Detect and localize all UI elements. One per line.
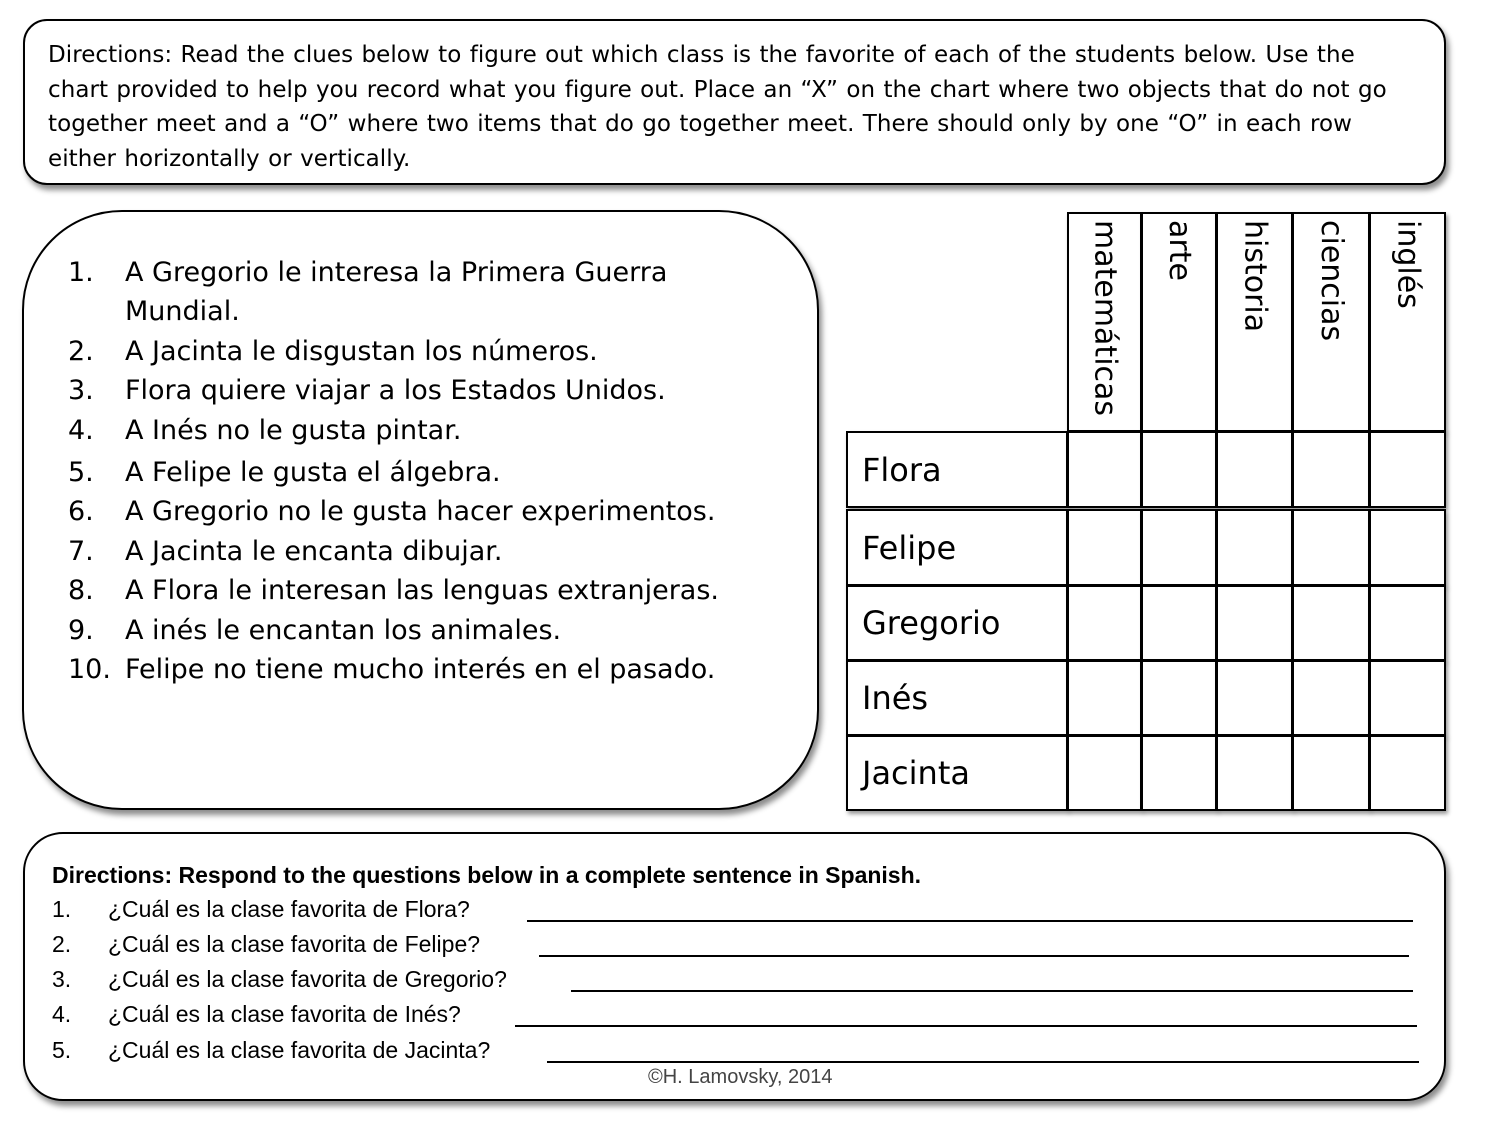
clue-text: A Gregorio no le gusta hacer experimentos. [125, 496, 716, 527]
grid-cell[interactable] [1216, 509, 1293, 586]
column-header-arte [1141, 212, 1217, 432]
grid-cell[interactable] [1141, 660, 1217, 736]
clue-text: A Jacinta le encanta dibujar. [125, 536, 503, 567]
clue-number: 5. [68, 457, 94, 488]
grid-cell[interactable] [1067, 509, 1142, 586]
grid-cell[interactable] [1067, 735, 1142, 811]
questions-box [23, 832, 1446, 1101]
row-label-gregorio [846, 585, 1068, 661]
clue-number: 3. [68, 375, 94, 406]
grid-cell[interactable] [1067, 585, 1142, 661]
row-label: Jacinta [862, 754, 970, 792]
grid-cell[interactable] [1216, 585, 1293, 661]
answer-line[interactable] [547, 1037, 1419, 1063]
clue-text: A Jacinta le disgustan los números. [125, 336, 598, 367]
row-label: Gregorio [862, 604, 1001, 642]
grid-cell[interactable] [1292, 431, 1370, 508]
grid-cell[interactable] [1292, 585, 1370, 661]
clue-text: A Gregorio le interesa la Primera Guerra [125, 257, 668, 288]
column-header-ciencias [1292, 212, 1370, 432]
clue-text: A Felipe le gusta el álgebra. [125, 457, 501, 488]
clue-number: 2. [68, 336, 94, 367]
grid-cell[interactable] [1292, 660, 1370, 736]
clues-box [22, 210, 819, 810]
question-text: ¿Cuál es la clase favorita de Flora? [108, 896, 470, 922]
column-label: matemáticas [1087, 220, 1123, 417]
column-header-ingles [1369, 212, 1446, 432]
column-label: historia [1237, 220, 1273, 333]
clue-number: 9. [68, 615, 94, 646]
grid-cell[interactable] [1141, 585, 1217, 661]
answer-line[interactable] [571, 966, 1413, 992]
row-label-ines [846, 660, 1068, 736]
directions-box [23, 19, 1446, 185]
questions-heading: Directions: Respond to the questions below in a complete sentence in Spanish. [52, 862, 922, 888]
grid-cell[interactable] [1216, 431, 1293, 508]
clue-text: A Flora le interesan las lenguas extranjeras. [125, 575, 719, 606]
question-number: 2. [52, 931, 72, 957]
grid-cell[interactable] [1369, 431, 1446, 508]
question-text: ¿Cuál es la clase favorita de Jacinta? [108, 1037, 491, 1063]
column-label: ciencias [1314, 220, 1349, 342]
row-label: Felipe [862, 528, 957, 567]
question-number: 3. [52, 966, 72, 992]
column-header-historia [1216, 212, 1293, 432]
grid-cell[interactable] [1369, 585, 1446, 661]
clue-number: 7. [68, 536, 94, 567]
grid-cell[interactable] [1369, 509, 1446, 586]
question-number: 5. [52, 1037, 72, 1063]
column-label: arte [1162, 220, 1197, 281]
answer-line[interactable] [527, 896, 1413, 922]
column-label: inglés [1390, 220, 1426, 309]
grid-cell[interactable] [1141, 431, 1217, 508]
question-text: ¿Cuál es la clase favorita de Gregorio? [108, 966, 507, 992]
grid-cell[interactable] [1141, 735, 1217, 811]
grid-cell[interactable] [1141, 509, 1217, 586]
grid-cell[interactable] [1067, 660, 1142, 736]
grid-cell[interactable] [1292, 735, 1370, 811]
question-text: ¿Cuál es la clase favorita de Inés? [108, 1001, 461, 1027]
grid-cell[interactable] [1216, 660, 1293, 736]
clue-text: A Inés no le gusta pintar. [125, 415, 462, 446]
directions-text: Directions: Read the clues below to figure out which class is the favorite of each of the students below. Use the chart provided to help you record what you figure out. Place an “X” on the chart where two objects that do not go together meet and a “O” where two items that do go together meet. There should only by one “O” in each row either horizontally or vertically. [48, 42, 1387, 172]
grid-cell[interactable] [1369, 660, 1446, 736]
column-header-matematicas [1067, 212, 1142, 432]
row-label-flora [846, 431, 1068, 508]
question-number: 4. [52, 1001, 72, 1027]
row-label: Inés [862, 679, 929, 717]
row-label-jacinta [846, 735, 1068, 811]
grid-cell[interactable] [1216, 735, 1293, 811]
clue-text: A inés le encantan los animales. [125, 615, 562, 646]
clue-text: Felipe no tiene mucho interés en el pasado. [125, 654, 716, 685]
clue-text: Flora quiere viajar a los Estados Unidos. [125, 375, 666, 406]
grid-cell[interactable] [1369, 735, 1446, 811]
clue-number: 10. [68, 654, 111, 685]
clue-number: 4. [68, 415, 94, 446]
clue-number: 8. [68, 575, 94, 606]
row-label: Flora [862, 450, 942, 489]
answer-line[interactable] [515, 1001, 1417, 1027]
clue-text: Mundial. [125, 296, 240, 327]
clue-number: 6. [68, 496, 94, 527]
copyright-notice: ©H. Lamovsky, 2014 [648, 1066, 833, 1088]
question-text: ¿Cuál es la clase favorita de Felipe? [108, 931, 481, 957]
row-label-felipe [846, 509, 1068, 586]
question-number: 1. [52, 896, 72, 922]
grid-cell[interactable] [1292, 509, 1370, 586]
clue-number: 1. [68, 257, 94, 288]
grid-cell[interactable] [1067, 431, 1142, 508]
answer-line[interactable] [539, 931, 1409, 957]
